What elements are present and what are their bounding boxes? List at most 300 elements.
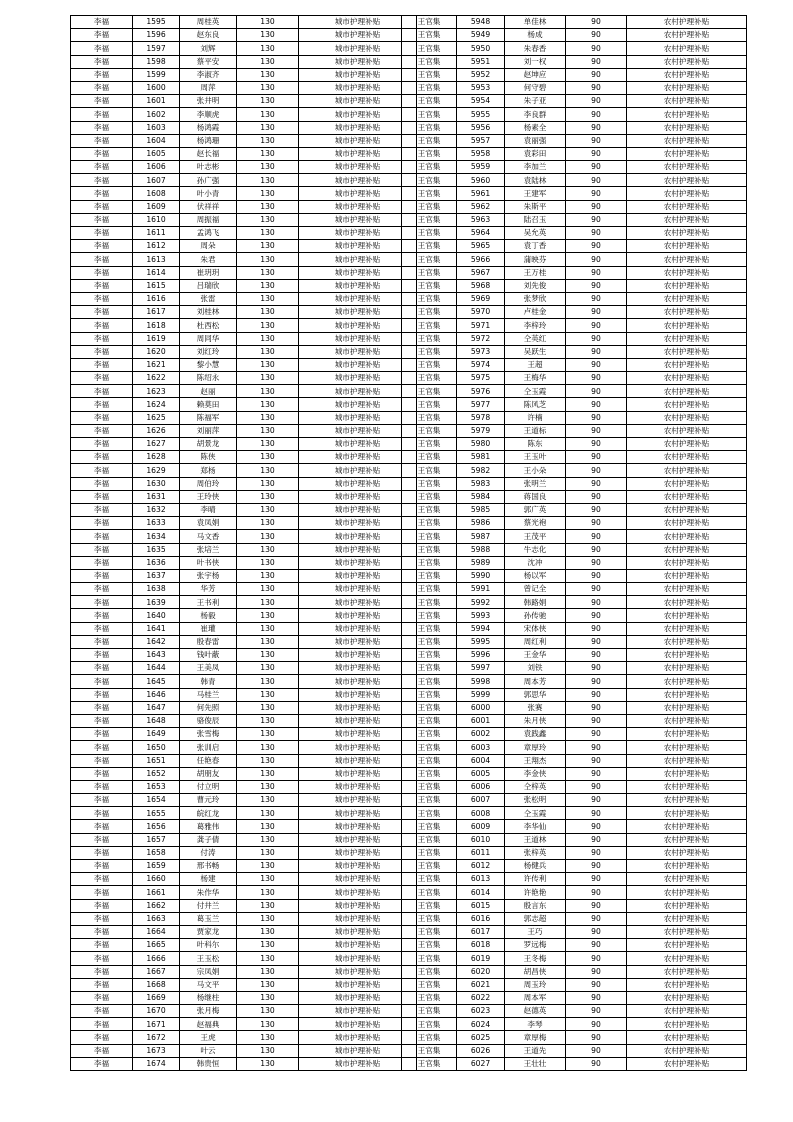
amount-cell: 130 xyxy=(237,833,299,846)
serial-number-cell: 6024 xyxy=(457,1018,505,1031)
table-row xyxy=(402,200,747,213)
subsidy-category-cell: 城市护理补贴 xyxy=(299,991,417,1004)
serial-number-cell: 1602 xyxy=(133,108,180,121)
subsidy-category-cell: 农村护理补贴 xyxy=(627,701,747,714)
amount-cell: 90 xyxy=(566,424,627,437)
subsidy-category-cell: 城市护理补贴 xyxy=(299,1044,417,1057)
table-row xyxy=(71,912,417,925)
subsidy-category-cell: 农村护理补贴 xyxy=(627,860,747,873)
table-row xyxy=(71,609,417,622)
region-cell: 王官集 xyxy=(402,675,457,688)
person-name-cell: 赵东良 xyxy=(180,29,237,42)
amount-cell: 130 xyxy=(237,174,299,187)
serial-number-cell: 5951 xyxy=(457,55,505,68)
person-name-cell: 陆召玉 xyxy=(505,213,566,226)
region-cell: 李福 xyxy=(71,952,133,965)
table-row xyxy=(71,873,417,886)
subsidy-category-cell: 农村护理补贴 xyxy=(627,240,747,253)
subsidy-category-cell: 城市护理补贴 xyxy=(299,569,417,582)
table-row xyxy=(402,29,747,42)
subsidy-category-cell: 农村护理补贴 xyxy=(627,55,747,68)
subsidy-category-cell: 农村护理补贴 xyxy=(627,991,747,1004)
region-cell: 王官集 xyxy=(402,833,457,846)
amount-cell: 90 xyxy=(566,332,627,345)
serial-number-cell: 1630 xyxy=(133,477,180,490)
amount-cell: 90 xyxy=(566,701,627,714)
table-row xyxy=(71,714,417,727)
table-row xyxy=(71,754,417,767)
serial-number-cell: 1605 xyxy=(133,147,180,160)
subsidy-category-cell: 农村护理补贴 xyxy=(627,253,747,266)
person-name-cell: 周本芳 xyxy=(505,675,566,688)
table-row xyxy=(71,187,417,200)
serial-number-cell: 5969 xyxy=(457,292,505,305)
table-row xyxy=(402,820,747,833)
subsidy-category-cell: 农村护理补贴 xyxy=(627,438,747,451)
region-cell: 李福 xyxy=(71,81,133,94)
region-cell: 王官集 xyxy=(402,780,457,793)
region-cell: 王官集 xyxy=(402,543,457,556)
subsidy-category-cell: 农村护理补贴 xyxy=(627,134,747,147)
person-name-cell: 付涛 xyxy=(180,846,237,859)
serial-number-cell: 1672 xyxy=(133,1031,180,1044)
serial-number-cell: 6013 xyxy=(457,873,505,886)
serial-number-cell: 5980 xyxy=(457,438,505,451)
region-cell: 王官集 xyxy=(402,1031,457,1044)
region-cell: 李福 xyxy=(71,1057,133,1070)
table-row xyxy=(71,16,417,29)
amount-cell: 130 xyxy=(237,451,299,464)
region-cell: 王官集 xyxy=(402,754,457,767)
person-name-cell: 王梅华 xyxy=(505,372,566,385)
amount-cell: 130 xyxy=(237,609,299,622)
person-name-cell: 仝英红 xyxy=(505,332,566,345)
serial-number-cell: 5962 xyxy=(457,200,505,213)
table-row xyxy=(402,464,747,477)
serial-number-cell: 6019 xyxy=(457,952,505,965)
table-row xyxy=(71,68,417,81)
amount-cell: 90 xyxy=(566,622,627,635)
serial-number-cell: 1610 xyxy=(133,213,180,226)
table-row xyxy=(402,490,747,503)
table-row xyxy=(71,517,417,530)
serial-number-cell: 1608 xyxy=(133,187,180,200)
table-row xyxy=(402,398,747,411)
subsidy-category-cell: 农村护理补贴 xyxy=(627,121,747,134)
region-cell: 王官集 xyxy=(402,978,457,991)
subsidy-category-cell: 城市护理补贴 xyxy=(299,978,417,991)
amount-cell: 90 xyxy=(566,16,627,29)
region-cell: 王官集 xyxy=(402,530,457,543)
subsidy-category-cell: 城市护理补贴 xyxy=(299,609,417,622)
table-row xyxy=(71,1031,417,1044)
table-row xyxy=(402,253,747,266)
serial-number-cell: 1639 xyxy=(133,596,180,609)
region-cell: 王官集 xyxy=(402,68,457,81)
amount-cell: 90 xyxy=(566,121,627,134)
subsidy-category-cell: 城市护理补贴 xyxy=(299,754,417,767)
table-row xyxy=(402,161,747,174)
subsidy-category-cell: 农村护理补贴 xyxy=(627,95,747,108)
person-name-cell: 伏祥祥 xyxy=(180,200,237,213)
serial-number-cell: 1644 xyxy=(133,662,180,675)
amount-cell: 130 xyxy=(237,411,299,424)
subsidy-category-cell: 城市护理补贴 xyxy=(299,622,417,635)
region-cell: 李福 xyxy=(71,95,133,108)
amount-cell: 130 xyxy=(237,424,299,437)
region-cell: 王官集 xyxy=(402,556,457,569)
amount-cell: 130 xyxy=(237,134,299,147)
person-name-cell: 张赛 xyxy=(505,701,566,714)
amount-cell: 90 xyxy=(566,385,627,398)
subsidy-category-cell: 城市护理补贴 xyxy=(299,794,417,807)
amount-cell: 90 xyxy=(566,266,627,279)
subsidy-category-cell: 农村护理补贴 xyxy=(627,490,747,503)
subsidy-category-cell: 农村护理补贴 xyxy=(627,622,747,635)
region-cell: 王官集 xyxy=(402,266,457,279)
table-row xyxy=(402,794,747,807)
subsidy-category-cell: 城市护理补贴 xyxy=(299,200,417,213)
table-row xyxy=(402,213,747,226)
region-cell: 王官集 xyxy=(402,121,457,134)
serial-number-cell: 1614 xyxy=(133,266,180,279)
amount-cell: 130 xyxy=(237,912,299,925)
amount-cell: 90 xyxy=(566,991,627,1004)
serial-number-cell: 6011 xyxy=(457,846,505,859)
region-cell: 李福 xyxy=(71,55,133,68)
subsidy-category-cell: 城市护理补贴 xyxy=(299,1018,417,1031)
person-name-cell: 袁彩田 xyxy=(505,147,566,160)
right-roster-table xyxy=(401,15,747,1071)
subsidy-category-cell: 城市护理补贴 xyxy=(299,596,417,609)
amount-cell: 90 xyxy=(566,833,627,846)
amount-cell: 130 xyxy=(237,319,299,332)
table-row xyxy=(71,1018,417,1031)
table-row xyxy=(71,477,417,490)
region-cell: 李福 xyxy=(71,345,133,358)
table-row xyxy=(402,1005,747,1018)
table-row xyxy=(71,319,417,332)
person-name-cell: 罗远梅 xyxy=(505,939,566,952)
table-row xyxy=(71,728,417,741)
amount-cell: 90 xyxy=(566,754,627,767)
amount-cell: 130 xyxy=(237,503,299,516)
table-row xyxy=(402,556,747,569)
serial-number-cell: 6012 xyxy=(457,860,505,873)
table-row xyxy=(71,1005,417,1018)
amount-cell: 130 xyxy=(237,147,299,160)
region-cell: 王官集 xyxy=(402,174,457,187)
table-row xyxy=(402,741,747,754)
amount-cell: 130 xyxy=(237,939,299,952)
table-row xyxy=(402,81,747,94)
serial-number-cell: 1633 xyxy=(133,517,180,530)
amount-cell: 90 xyxy=(566,1044,627,1057)
subsidy-category-cell: 农村护理补贴 xyxy=(627,662,747,675)
region-cell: 李福 xyxy=(71,833,133,846)
person-name-cell: 袁丽强 xyxy=(505,134,566,147)
subsidy-category-cell: 城市护理补贴 xyxy=(299,556,417,569)
person-name-cell: 袁丁香 xyxy=(505,240,566,253)
person-name-cell: 龚子倩 xyxy=(180,833,237,846)
amount-cell: 130 xyxy=(237,965,299,978)
table-row xyxy=(402,780,747,793)
person-name-cell: 何守碧 xyxy=(505,81,566,94)
region-cell: 李福 xyxy=(71,411,133,424)
table-row xyxy=(71,1044,417,1057)
region-cell: 李福 xyxy=(71,147,133,160)
subsidy-category-cell: 城市护理补贴 xyxy=(299,503,417,516)
serial-number-cell: 1649 xyxy=(133,728,180,741)
amount-cell: 90 xyxy=(566,438,627,451)
subsidy-category-cell: 农村护理补贴 xyxy=(627,886,747,899)
subsidy-category-cell: 城市护理补贴 xyxy=(299,662,417,675)
subsidy-category-cell: 农村护理补贴 xyxy=(627,1018,747,1031)
table-row xyxy=(71,886,417,899)
amount-cell: 90 xyxy=(566,939,627,952)
subsidy-category-cell: 农村护理补贴 xyxy=(627,1005,747,1018)
person-name-cell: 王小朵 xyxy=(505,464,566,477)
serial-number-cell: 1658 xyxy=(133,846,180,859)
serial-number-cell: 6009 xyxy=(457,820,505,833)
table-row xyxy=(402,635,747,648)
person-name-cell: 王超 xyxy=(505,358,566,371)
person-name-cell: 孙广强 xyxy=(180,174,237,187)
serial-number-cell: 1641 xyxy=(133,622,180,635)
person-name-cell: 王茂平 xyxy=(505,530,566,543)
amount-cell: 130 xyxy=(237,780,299,793)
serial-number-cell: 5984 xyxy=(457,490,505,503)
table-row xyxy=(71,939,417,952)
table-row xyxy=(71,503,417,516)
amount-cell: 90 xyxy=(566,147,627,160)
serial-number-cell: 1616 xyxy=(133,292,180,305)
table-row xyxy=(71,213,417,226)
subsidy-category-cell: 农村护理补贴 xyxy=(627,596,747,609)
region-cell: 李福 xyxy=(71,174,133,187)
table-row xyxy=(71,899,417,912)
subsidy-category-cell: 城市护理补贴 xyxy=(299,424,417,437)
subsidy-category-cell: 农村护理补贴 xyxy=(627,965,747,978)
region-cell: 王官集 xyxy=(402,42,457,55)
person-name-cell: 叶云 xyxy=(180,1044,237,1057)
serial-number-cell: 1636 xyxy=(133,556,180,569)
person-name-cell: 李顺虎 xyxy=(180,108,237,121)
serial-number-cell: 1607 xyxy=(133,174,180,187)
serial-number-cell: 5982 xyxy=(457,464,505,477)
serial-number-cell: 1653 xyxy=(133,780,180,793)
region-cell: 王官集 xyxy=(402,451,457,464)
amount-cell: 90 xyxy=(566,1031,627,1044)
amount-cell: 90 xyxy=(566,81,627,94)
region-cell: 李福 xyxy=(71,688,133,701)
subsidy-category-cell: 农村护理补贴 xyxy=(627,609,747,622)
amount-cell: 130 xyxy=(237,741,299,754)
person-name-cell: 杨继柱 xyxy=(180,991,237,1004)
region-cell: 李福 xyxy=(71,662,133,675)
amount-cell: 90 xyxy=(566,978,627,991)
amount-cell: 130 xyxy=(237,187,299,200)
subsidy-category-cell: 城市护理补贴 xyxy=(299,266,417,279)
amount-cell: 90 xyxy=(566,794,627,807)
table-row xyxy=(402,912,747,925)
region-cell: 王官集 xyxy=(402,846,457,859)
table-row xyxy=(71,372,417,385)
serial-number-cell: 1643 xyxy=(133,649,180,662)
amount-cell: 90 xyxy=(566,1018,627,1031)
region-cell: 李福 xyxy=(71,846,133,859)
amount-cell: 130 xyxy=(237,306,299,319)
amount-cell: 130 xyxy=(237,213,299,226)
subsidy-category-cell: 城市护理补贴 xyxy=(299,820,417,833)
serial-number-cell: 5985 xyxy=(457,503,505,516)
amount-cell: 130 xyxy=(237,886,299,899)
person-name-cell: 张培兰 xyxy=(180,543,237,556)
table-row xyxy=(71,622,417,635)
serial-number-cell: 5997 xyxy=(457,662,505,675)
person-name-cell: 华芳 xyxy=(180,583,237,596)
amount-cell: 130 xyxy=(237,266,299,279)
person-name-cell: 王虎 xyxy=(180,1031,237,1044)
person-name-cell: 任艳春 xyxy=(180,754,237,767)
region-cell: 王官集 xyxy=(402,767,457,780)
table-row xyxy=(402,42,747,55)
region-cell: 王官集 xyxy=(402,662,457,675)
table-row xyxy=(402,438,747,451)
serial-number-cell: 5948 xyxy=(457,16,505,29)
subsidy-category-cell: 农村护理补贴 xyxy=(627,213,747,226)
serial-number-cell: 1674 xyxy=(133,1057,180,1070)
table-row xyxy=(402,292,747,305)
right-roster-body xyxy=(402,16,747,1071)
serial-number-cell: 1613 xyxy=(133,253,180,266)
serial-number-cell: 6027 xyxy=(457,1057,505,1070)
subsidy-category-cell: 城市护理补贴 xyxy=(299,121,417,134)
subsidy-category-cell: 农村护理补贴 xyxy=(627,266,747,279)
table-row xyxy=(402,279,747,292)
amount-cell: 90 xyxy=(566,688,627,701)
subsidy-category-cell: 农村护理补贴 xyxy=(627,81,747,94)
amount-cell: 130 xyxy=(237,68,299,81)
subsidy-category-cell: 城市护理补贴 xyxy=(299,873,417,886)
serial-number-cell: 5973 xyxy=(457,345,505,358)
person-name-cell: 张井明 xyxy=(180,95,237,108)
subsidy-category-cell: 城市护理补贴 xyxy=(299,517,417,530)
region-cell: 王官集 xyxy=(402,95,457,108)
region-cell: 王官集 xyxy=(402,741,457,754)
amount-cell: 90 xyxy=(566,675,627,688)
person-name-cell: 章厚梅 xyxy=(505,1031,566,1044)
person-name-cell: 张松明 xyxy=(505,794,566,807)
table-row xyxy=(402,227,747,240)
subsidy-category-cell: 农村护理补贴 xyxy=(627,978,747,991)
table-row xyxy=(402,385,747,398)
serial-number-cell: 1621 xyxy=(133,358,180,371)
serial-number-cell: 5976 xyxy=(457,385,505,398)
person-name-cell: 陈侠 xyxy=(180,451,237,464)
amount-cell: 130 xyxy=(237,714,299,727)
subsidy-category-cell: 城市护理补贴 xyxy=(299,767,417,780)
amount-cell: 90 xyxy=(566,358,627,371)
amount-cell: 130 xyxy=(237,820,299,833)
amount-cell: 130 xyxy=(237,583,299,596)
table-row xyxy=(402,1044,747,1057)
region-cell: 王官集 xyxy=(402,213,457,226)
subsidy-category-cell: 农村护理补贴 xyxy=(627,42,747,55)
serial-number-cell: 6000 xyxy=(457,701,505,714)
subsidy-category-cell: 城市护理补贴 xyxy=(299,279,417,292)
region-cell: 李福 xyxy=(71,596,133,609)
region-cell: 王官集 xyxy=(402,569,457,582)
person-name-cell: 殷言东 xyxy=(505,899,566,912)
subsidy-category-cell: 农村护理补贴 xyxy=(627,925,747,938)
serial-number-cell: 1654 xyxy=(133,794,180,807)
amount-cell: 90 xyxy=(566,319,627,332)
amount-cell: 90 xyxy=(566,134,627,147)
subsidy-category-cell: 城市护理补贴 xyxy=(299,385,417,398)
serial-number-cell: 6010 xyxy=(457,833,505,846)
amount-cell: 90 xyxy=(566,55,627,68)
region-cell: 李福 xyxy=(71,820,133,833)
serial-number-cell: 5953 xyxy=(457,81,505,94)
region-cell: 李福 xyxy=(71,29,133,42)
table-row xyxy=(71,701,417,714)
table-row xyxy=(402,503,747,516)
table-row xyxy=(402,925,747,938)
table-row xyxy=(402,622,747,635)
subsidy-category-cell: 农村护理补贴 xyxy=(627,424,747,437)
table-row xyxy=(71,147,417,160)
table-row xyxy=(402,649,747,662)
region-cell: 王官集 xyxy=(402,807,457,820)
serial-number-cell: 1671 xyxy=(133,1018,180,1031)
amount-cell: 90 xyxy=(566,1057,627,1070)
amount-cell: 130 xyxy=(237,596,299,609)
serial-number-cell: 1647 xyxy=(133,701,180,714)
person-name-cell: 宗凤娟 xyxy=(180,965,237,978)
table-row xyxy=(402,319,747,332)
serial-number-cell: 5979 xyxy=(457,424,505,437)
serial-number-cell: 6023 xyxy=(457,1005,505,1018)
table-row xyxy=(71,253,417,266)
person-name-cell: 张月梅 xyxy=(180,1005,237,1018)
subsidy-category-cell: 城市护理补贴 xyxy=(299,952,417,965)
serial-number-cell: 1669 xyxy=(133,991,180,1004)
amount-cell: 130 xyxy=(237,517,299,530)
table-row xyxy=(402,952,747,965)
person-name-cell: 吕瑞欣 xyxy=(180,279,237,292)
amount-cell: 130 xyxy=(237,649,299,662)
subsidy-category-cell: 城市护理补贴 xyxy=(299,187,417,200)
table-row xyxy=(71,1057,417,1070)
subsidy-category-cell: 城市护理补贴 xyxy=(299,292,417,305)
region-cell: 王官集 xyxy=(402,622,457,635)
region-cell: 李福 xyxy=(71,569,133,582)
serial-number-cell: 1667 xyxy=(133,965,180,978)
table-row xyxy=(402,530,747,543)
table-row xyxy=(402,873,747,886)
person-name-cell: 仝梓英 xyxy=(505,780,566,793)
amount-cell: 130 xyxy=(237,543,299,556)
region-cell: 李福 xyxy=(71,701,133,714)
amount-cell: 130 xyxy=(237,372,299,385)
person-name-cell: 周伯玲 xyxy=(180,477,237,490)
region-cell: 王官集 xyxy=(402,635,457,648)
amount-cell: 130 xyxy=(237,279,299,292)
subsidy-category-cell: 农村护理补贴 xyxy=(627,530,747,543)
region-cell: 李福 xyxy=(71,741,133,754)
person-name-cell: 周玉玲 xyxy=(505,978,566,991)
